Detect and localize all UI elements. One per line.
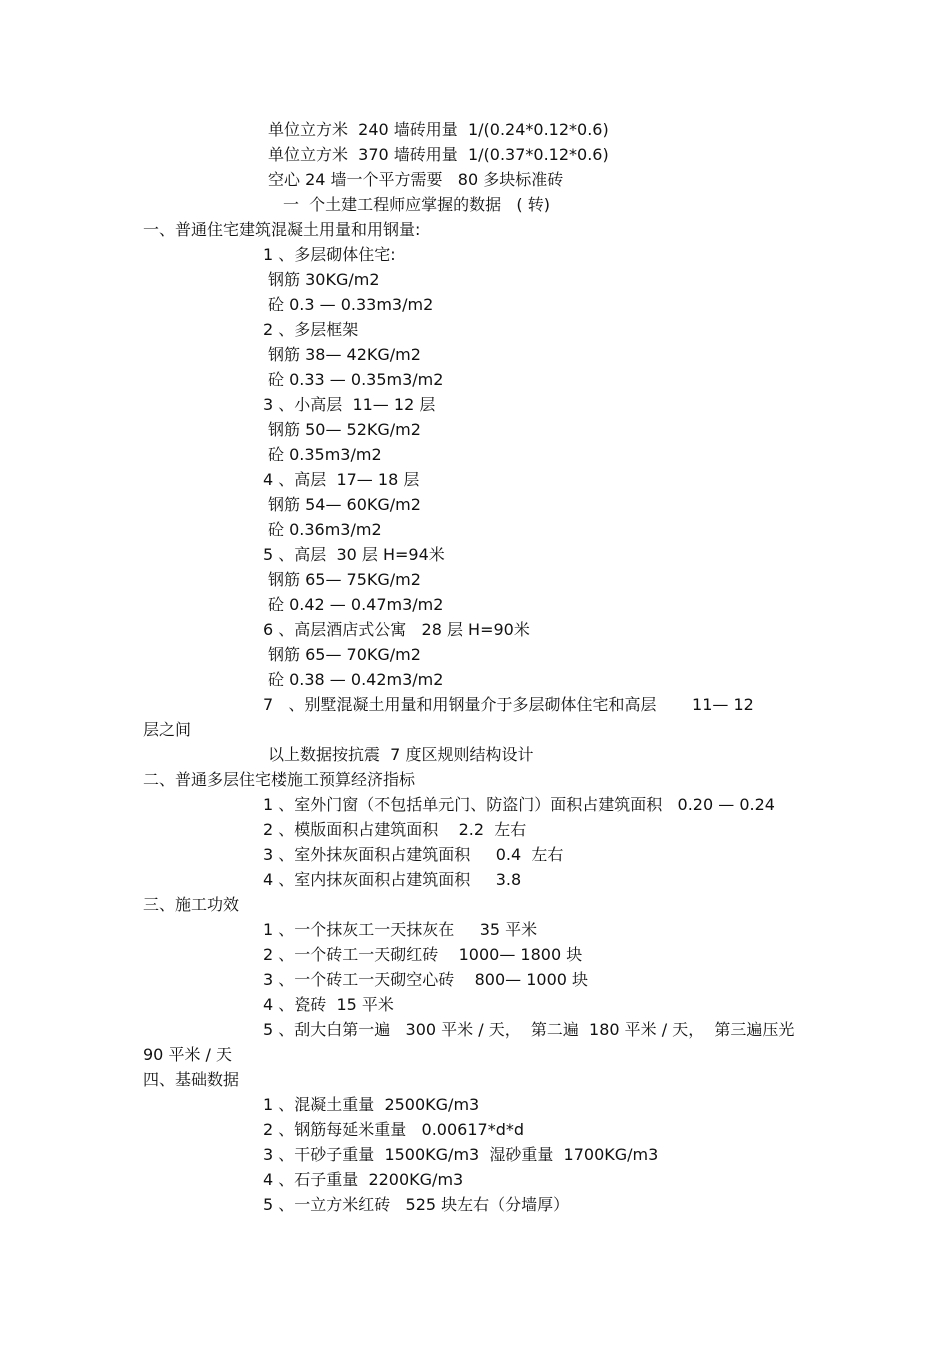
list-item: 钢筋 65— 75KG/m2 [268,570,421,589]
section-heading: 一、普通住宅建筑混凝土用量和用钢量: [143,220,421,239]
document-title: 一 个土建工程师应掌握的数据 ( 转) [283,195,551,214]
list-item: 1 、多层砌体住宅: [263,245,396,264]
list-item: 7 、别墅混凝土用量和用钢量介于多层砌体住宅和高层 11— 12 [263,695,754,714]
list-item: 钢筋 38— 42KG/m2 [268,345,421,364]
list-item: 4 、石子重量 2200KG/m3 [263,1170,464,1189]
list-item: 5 、刮大白第一遍 300 平米 / 天， 第二遍 180 平米 / 天， 第三遍压光 [263,1020,795,1039]
section-heading: 二、普通多层住宅楼施工预算经济指标 [143,770,416,789]
list-item: 1 、混凝土重量 2500KG/m3 [263,1095,480,1114]
list-item: 砼 0.38 — 0.42m3/m2 [268,670,444,689]
list-item: 3 、小高层 11— 12 层 [263,395,436,414]
list-item: 钢筋 65— 70KG/m2 [268,645,421,664]
intro-line: 单位立方米 370 墙砖用量 1/(0.37*0.12*0.6) [268,145,609,164]
list-item: 2 、钢筋每延米重量 0.00617*d*d [263,1120,525,1139]
list-item: 2 、多层框架 [263,320,359,339]
intro-line: 空心 24 墙一个平方需要 80 多块标准砖 [268,170,564,189]
list-item: 砼 0.3 — 0.33m3/m2 [268,295,434,314]
list-item: 4 、高层 17— 18 层 [263,470,420,489]
list-item: 2 、一个砖工一天砌红砖 1000— 1800 块 [263,945,583,964]
list-item: 钢筋 54— 60KG/m2 [268,495,421,514]
list-item: 1 、室外门窗（不包括单元门、防盗门）面积占建筑面积 0.20 — 0.24 [263,795,775,814]
section-heading: 三、施工功效 [143,895,240,914]
list-item: 层之间 [143,720,192,739]
list-item: 砼 0.36m3/m2 [268,520,382,539]
list-item: 5 、一立方米红砖 525 块左右（分墙厚） [263,1195,570,1214]
section-heading: 四、基础数据 [143,1070,240,1089]
list-item: 砼 0.42 — 0.47m3/m2 [268,595,444,614]
list-item: 砼 0.35m3/m2 [268,445,382,464]
list-item: 4 、瓷砖 15 平米 [263,995,394,1014]
list-item: 钢筋 50— 52KG/m2 [268,420,421,439]
list-item: 2 、模版面积占建筑面积 2.2 左右 [263,820,527,839]
list-item: 6 、高层酒店式公寓 28 层 H=90米 [263,620,530,639]
list-item: 4 、室内抹灰面积占建筑面积 3.8 [263,870,522,889]
list-item: 3 、干砂子重量 1500KG/m3 湿砂重量 1700KG/m3 [263,1145,659,1164]
list-item: 砼 0.33 — 0.35m3/m2 [268,370,444,389]
intro-line: 单位立方米 240 墙砖用量 1/(0.24*0.12*0.6) [268,120,609,139]
list-item: 钢筋 30KG/m2 [268,270,380,289]
list-item: 3 、一个砖工一天砌空心砖 800— 1000 块 [263,970,589,989]
list-item: 5 、高层 30 层 H=94米 [263,545,445,564]
list-item: 1 、一个抹灰工一天抹灰在 35 平米 [263,920,538,939]
note-line: 以上数据按抗震 7 度区规则结构设计 [268,745,534,764]
list-item: 3 、室外抹灰面积占建筑面积 0.4 左右 [263,845,564,864]
list-item: 90 平米 / 天 [143,1045,233,1064]
